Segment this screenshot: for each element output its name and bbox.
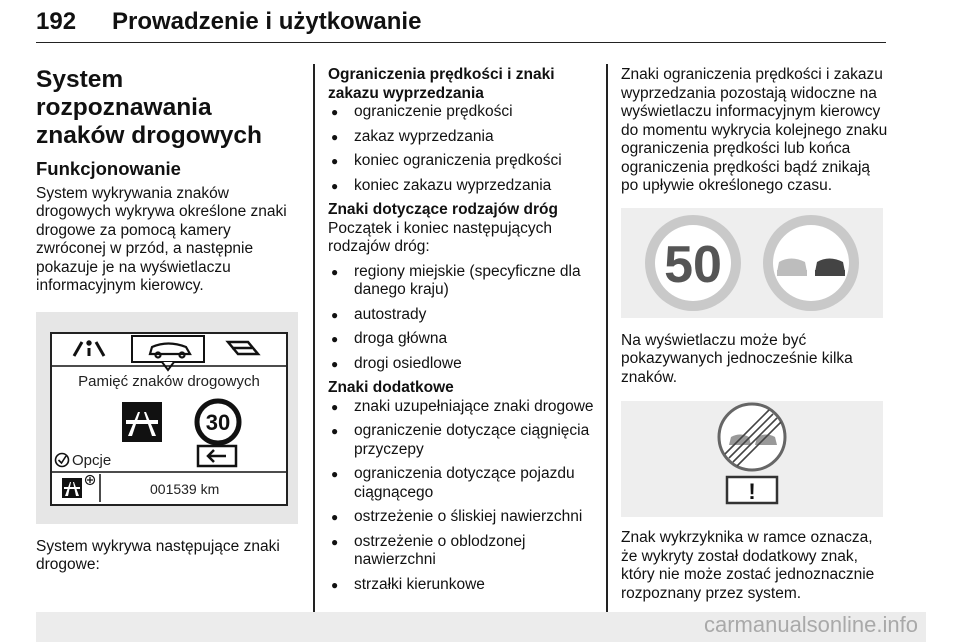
arrow-sign	[198, 446, 236, 466]
list-item: ● strzałki kierunkowe	[328, 576, 596, 595]
multiple-signs-paragraph: Na wyświetlaczu może być pokazywanych jednocześnie kilka znaków.	[621, 331, 853, 386]
odometer-value: 001539 km	[150, 480, 220, 497]
group3-heading: Znaki dodatkowe	[328, 379, 454, 396]
group2-heading: Znaki dotyczące rodzajów dróg	[328, 201, 558, 218]
display-illustration	[36, 312, 298, 524]
column-2	[328, 66, 596, 600]
list-item: ● koniec zakazu wyprzedzania	[328, 177, 596, 196]
speed-50-value: 50	[664, 235, 722, 294]
motorway-small-icon	[62, 478, 82, 498]
signs-graphics	[621, 208, 883, 318]
column-1	[36, 66, 298, 575]
page-header	[36, 6, 886, 43]
exclamation-paragraph: Znak wykrzyknika w ramce oznacza, że wykryty został dodatkowy znak, który nie może zostać jednoznacznie rozpoznany przez system.	[621, 529, 875, 602]
list-item: ● znaki uzupełniające znaki drogowe	[328, 398, 596, 417]
list-item: ● drogi osiedlowe	[328, 355, 596, 374]
page-number: 192	[36, 8, 77, 35]
list-item: ● ostrzeżenie o śliskiej nawierzchni	[328, 508, 596, 527]
no-overtaking-sign	[763, 215, 859, 311]
group2-intro: Początek i koniec następujących rodzajów dróg:	[328, 219, 553, 255]
list-item: ● droga główna	[328, 330, 596, 349]
group3-list	[328, 398, 596, 595]
footer-bar	[36, 612, 926, 642]
lane-icon	[74, 341, 104, 355]
list-item: ● koniec ograniczenia prędkości	[328, 152, 596, 171]
column-divider-2	[606, 64, 608, 612]
motorway-sign	[122, 402, 162, 442]
group1-heading: Ograniczenia prędkości i znaki zakazu wyprzedzania	[328, 66, 555, 102]
list-item: ● ostrzeżenie o oblodzonej nawierzchni	[328, 533, 596, 570]
speed-50-sign	[645, 215, 741, 311]
speed-limit-value: 30	[205, 409, 231, 435]
group2-list	[328, 263, 596, 374]
group1-list	[328, 103, 596, 195]
list-item: ● autostrady	[328, 306, 596, 325]
retention-paragraph: Znaki ograniczenia prędkości i zakazu wyprzedzania pozostają widoczne na wyświetlaczu informacyjnym kierowcy do momentu wykrycia kolejnego znaku ograniczenia prędkości lub końca ograniczenia prędkości bądź znikają po upływie określonego czasu.	[621, 66, 888, 194]
exclamation-mark: !	[748, 479, 756, 504]
intro-paragraph: System wykrywania znaków drogowych wykrywa określone znaki drogowe za pomocą kamery zwróconej w przód, a następnie pokazuje je na wyświetlaczu informacyjnym kierowcy.	[36, 184, 287, 294]
list-item: ● zakaz wyprzedzania	[328, 128, 596, 147]
chapter-title: Prowadzenie i użytkowanie	[112, 8, 422, 35]
display-graphics	[52, 334, 286, 504]
subsection-title: Funkcjonowanie	[36, 158, 181, 179]
exclamation-box	[727, 477, 777, 504]
section-title: System rozpoznawania znaków drogowych	[36, 66, 262, 149]
signs-illustration	[621, 208, 883, 318]
column-divider-1	[313, 64, 315, 612]
selected-tab-frame	[132, 336, 204, 362]
driver-info-display	[50, 332, 288, 506]
list-item: ● ograniczenie dotyczące ciągnięcia przyczepy	[328, 422, 596, 459]
end-no-overtaking-sign	[719, 404, 785, 470]
speed-limit-sign	[197, 401, 239, 443]
column-3	[621, 66, 889, 603]
plus-icon	[86, 475, 95, 484]
end-sign-graphics	[621, 401, 883, 517]
car-icon	[150, 343, 190, 357]
options-label: Opcje	[72, 451, 112, 469]
detects-paragraph: System wykrywa następujące znaki drogowe:	[36, 537, 280, 573]
check-icon	[56, 453, 69, 466]
list-item: ● regiony miejskie (specyficzne dla danego kraju)	[328, 263, 596, 300]
end-sign-illustration	[621, 401, 883, 517]
menu-title: Pamięć znaków drogowych	[78, 372, 260, 390]
list-item: ● ograniczenie prędkości	[328, 103, 596, 122]
watermark: carmanualsonline.info	[703, 612, 918, 637]
road-sign-icon	[228, 342, 258, 354]
list-item: ● ograniczenia dotyczące pojazdu ciągnącego	[328, 465, 596, 502]
